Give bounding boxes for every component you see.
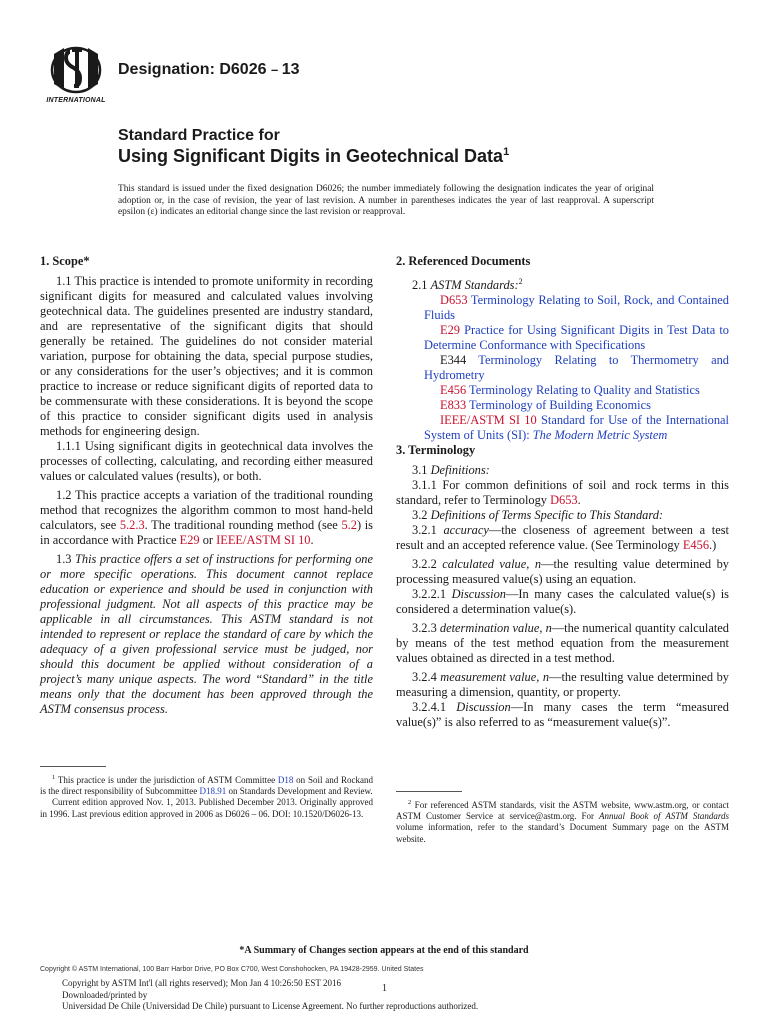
para-1-2-text: . The traditional rounding method (see — [144, 518, 342, 532]
para-3-2-2 — [396, 557, 729, 587]
link-ieee-astm-si10[interactable]: IEEE/ASTM SI 10 — [216, 533, 311, 547]
para-1-1-1: 1.1.1 Using significant digits in geotechnical data involves the processes of collecting, calculating, and recording either measured values or calculated values (results), or both. — [40, 439, 373, 483]
reference-code: E344 — [440, 353, 467, 368]
designation-year: 13 — [281, 61, 300, 78]
para-1-3 — [40, 552, 373, 717]
reference-title-link[interactable]: Terminology Relating to Thermometry and Hydrometry — [424, 353, 729, 383]
para-3-1-1-text: 3.1.1 For common definitions of soil and rock terms in this standard, refer to Terminology — [396, 478, 729, 508]
reference-code-link[interactable]: E456 — [440, 383, 467, 398]
para-3-1-number: 3.1 — [412, 463, 431, 478]
download-line: Universidad De Chile (Universidad De Chile) pursuant to License Agreement. No further reproductions authorized. — [62, 1001, 479, 1011]
title-footnote-ref: 1 — [503, 146, 510, 158]
issuance-note: This standard is issued under the fixed designation D6026; the number immediately following the designation indicates the year of original adoption or, in the case of revision, the year of last revision. A number in parentheses indicates the year of last reapproval. A superscript epsilon (ε) indicates an editorial change since the last revision or reapproval. — [118, 184, 654, 217]
reference-title-link[interactable]: Standard for Use of the International System of Units (SI): — [424, 413, 729, 443]
para-1-3-text: This practice offers a set of instructions for performing one or more specific operations. This document cannot replace education or experience and should be used in conjunction with professional judgment. Not all aspects of this practice may be applicable in all circumstances. This ASTM standard is not intended to represent or replace the standard of care by which the adequacy of a given professional service must be judged, nor should this document be applied without consideration of a project’s many unique aspects. The word “Standard” in the title means only that the document has been approved through the ASTM consensus process. — [40, 552, 373, 716]
para-3-1-1 — [396, 478, 729, 508]
footnote-1-text — [40, 772, 373, 797]
download-line: Downloaded/printed by — [62, 989, 148, 1000]
para-3-2-2-1-text: —In many cases the calculated value(s) is considered a determination value(s). — [396, 587, 729, 617]
para-1-2-text: . — [310, 533, 314, 547]
standard-type: Standard Practice for — [118, 127, 280, 144]
term-determination-value: determination value, n — [439, 621, 552, 636]
para-3-2-4-1-number: 3.2.4.1 — [412, 700, 457, 715]
term-discussion: Discussion — [456, 700, 511, 715]
para-3-2-1-number: 3.2.1 — [412, 523, 444, 538]
reference-item — [396, 398, 729, 413]
reference-item — [396, 293, 729, 323]
para-3-2-label: Definitions of Terms Specific to This Standard: — [430, 508, 664, 523]
footnote-divider — [40, 766, 106, 767]
title-text: Using Significant Digits in Geotechnical Data — [118, 146, 504, 166]
reference-title-link[interactable]: Terminology Relating to Soil, Rock, and Contained Fluids — [424, 293, 729, 323]
download-notice — [62, 978, 478, 1013]
footnote-1-part: This practice is under the jurisdiction of ASTM Committee — [55, 775, 278, 785]
para-3-2 — [396, 508, 729, 523]
para-3-2-4-1 — [396, 700, 729, 730]
designation-dash: – — [270, 62, 282, 77]
para-3-1-1-text: . — [577, 493, 581, 508]
para-2-1 — [396, 274, 729, 293]
para-1-1: 1.1 This practice is intended to promote uniformity in recording significant digits for measured and calculated values involving geotechnical data. The guidelines presented are industry standard, and are representative of the significant digits that should generally be retained. The guidelines do not consider material variation, purpose for obtaining the data, special purpose studies, or any considerations for the user’s objectives; and it is common practice to increase or reduce significant digits of reported data to be commensurate with these considerations. It is beyond the scope of this practice to consider significant digits used in analysis methods for engineering design. — [40, 274, 373, 438]
page-number: 1 — [382, 983, 387, 994]
reference-item — [396, 353, 729, 383]
para-3-1-label: Definitions: — [430, 463, 490, 478]
footnote-2 — [396, 797, 729, 845]
reference-code-link[interactable]: IEEE/ASTM SI 10 — [440, 413, 537, 428]
term-calculated-value: calculated value, n — [442, 557, 542, 572]
astm-logo — [42, 44, 110, 108]
para-3-2-4-1-text: —In many cases the term “measured value(s)” is also referred to as “measurement value(s)”. — [396, 700, 729, 730]
term-measurement-value: measurement value, n — [440, 670, 550, 685]
para-3-2-1 — [396, 523, 729, 553]
designation-label: Designation: D6026 — [118, 61, 267, 78]
reference-list — [396, 293, 729, 443]
footnote-2-book-title: Annual Book of ASTM Standards — [599, 811, 730, 822]
para-2-1-number: 2.1 — [412, 278, 431, 293]
reference-code-link[interactable]: E29 — [440, 323, 460, 338]
reference-code-link[interactable]: D653 — [440, 293, 468, 308]
link-d653[interactable]: D653 — [550, 493, 578, 508]
left-column — [40, 254, 373, 717]
para-3-2-4-text: —the resulting value determined by measuring a dimension, quantity, or property. — [396, 670, 729, 700]
footnote-divider — [396, 791, 462, 792]
para-3-2-1-text: .) — [709, 538, 717, 553]
link-d18-91[interactable]: D18.91 — [199, 786, 227, 797]
footnote-1-edition: Current edition approved Nov. 1, 2013. Published December 2013. Originally approved in 1996. Last previous edition approved in 2006 as D6026 – 06. DOI: 10.1520/D6026-13. — [40, 797, 373, 819]
para-3-2-4 — [396, 670, 729, 700]
logo-international-text: INTERNATIONAL — [46, 97, 106, 104]
para-3-2-1-text: —the closeness of agreement between a test result and an accepted reference value. (See Terminology — [396, 523, 729, 553]
term-accuracy: accuracy — [443, 523, 489, 538]
reference-title-link[interactable]: Practice for Using Significant Digits in Test Data to Determine Conformance with Specifications — [424, 323, 729, 353]
footnote-1-marker: 1 — [52, 774, 56, 781]
term-discussion: Discussion — [451, 587, 506, 602]
para-3-2-number: 3.2 — [412, 508, 431, 523]
copyright-line: Copyright © ASTM International, 100 Barr Harbor Drive, PO Box C700, West Conshohocken, PA 19428-2959. United States — [40, 966, 424, 973]
footnote-2-part: For referenced ASTM standards, visit the ASTM website, www.astm.org, or contact ASTM Customer Service at service@astm.org. For — [396, 800, 729, 822]
reference-item — [396, 383, 729, 398]
terminology-heading: 3. Terminology — [396, 443, 476, 458]
para-1-2-text: or — [199, 533, 217, 547]
para-3-2-2-1 — [396, 587, 729, 617]
download-line: Copyright by ASTM Int'l (all rights reserved); Mon Jan 4 10:26:50 EST 2016 — [62, 978, 341, 988]
para-2-1-label: ASTM Standards: — [430, 278, 519, 293]
link-d18[interactable]: D18 — [277, 775, 294, 785]
scope-heading: 1. Scope* — [40, 254, 90, 268]
para-3-1 — [396, 463, 729, 478]
para-3-2-4-number: 3.2.4 — [412, 670, 441, 685]
para-1-2-text: 1.2 This practice accepts a variation of the traditional rounding method that recognizes the algorithm common to most hand-held calculators, see — [40, 488, 373, 532]
footnote-1-part: on Standards Development and Review. — [226, 786, 373, 797]
reference-item — [396, 413, 729, 443]
reference-code-link[interactable]: E833 — [440, 398, 467, 413]
summary-of-changes-note: *A Summary of Changes section appears at the end of this standard — [239, 945, 529, 956]
reference-title-link[interactable]: The Modern Metric System — [532, 428, 668, 443]
para-1-3-number: 1.3 — [56, 552, 75, 566]
para-3-2-2-number: 3.2.2 — [412, 557, 443, 572]
footnote-1 — [40, 772, 373, 820]
right-column — [396, 254, 729, 730]
link-5-2-3[interactable]: 5.2.3 — [119, 518, 145, 532]
para-3-2-3 — [396, 621, 729, 666]
reference-title-link[interactable]: Terminology of Building Economics — [466, 398, 651, 413]
designation — [118, 61, 300, 79]
footnote-2-part: volume information, refer to the standard’s Document Summary page on the ASTM website. — [396, 822, 729, 844]
para-3-2-3-number: 3.2.3 — [412, 621, 440, 636]
para-3-2-2-text: —the resulting value determined by processing measured value(s) using an equation. — [396, 557, 729, 587]
link-e456[interactable]: E456 — [682, 538, 710, 553]
footnote-2-marker: 2 — [408, 799, 412, 806]
para-1-2 — [40, 488, 373, 548]
footnote-1-part: on Soil and Rockand is the direct responsibility of Subcommittee — [40, 775, 373, 797]
references-heading: 2. Referenced Documents — [396, 254, 531, 268]
page-title — [118, 146, 509, 167]
reference-title-link[interactable]: Terminology Relating to Quality and Statistics — [466, 383, 700, 398]
para-1-2-text: ) is in accordance with Practice — [40, 518, 373, 547]
para-3-2-2-1-number: 3.2.2.1 — [412, 587, 452, 602]
link-5-2[interactable]: 5.2 — [341, 518, 357, 532]
reference-item — [396, 323, 729, 353]
footnote-ref-2: 2 — [518, 277, 523, 286]
footnote-2-text — [396, 797, 729, 845]
link-e29[interactable]: E29 — [179, 533, 200, 547]
para-3-2-3-text: —the numerical quantity calculated by means of the test method equation from the measurement values obtained as directed in a test method. — [396, 621, 730, 666]
